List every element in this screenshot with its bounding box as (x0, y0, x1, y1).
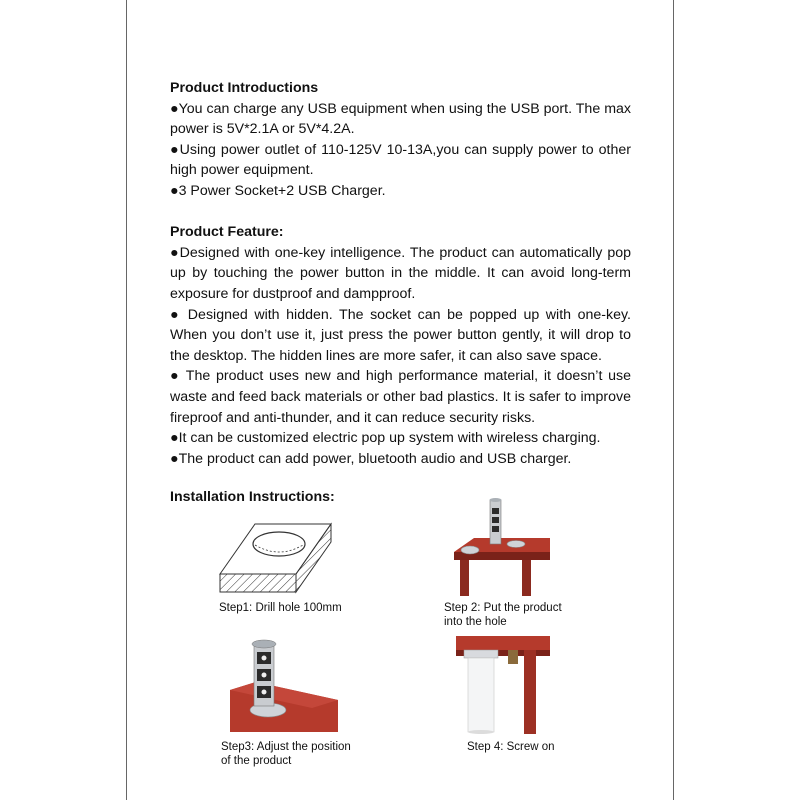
feature-item: ● Designed with hidden. The socket can be popped up with one-key. When you don’t use it, just press the power button gently, it will drop to the desktop. The hidden lines are more safer, it can also save space. (170, 306, 631, 364)
feature-heading: Product Feature: (170, 224, 284, 241)
feature-item: ●Designed with one-key intelligence. The product can automatically pop up by touching the power button in the middle. It can avoid long-term exposure for dustproof and dampproof. (170, 244, 631, 302)
installation-heading: Installation Instructions: (170, 489, 335, 505)
intro-heading: Product Introductions (170, 80, 319, 96)
step3-caption: Step3: Adjust the position of the product (221, 741, 351, 767)
feature-item: ● The product uses new and high performance material, it doesn’t use waste and feed back materials or other bad plastics. It is safer to improve fireproof and anti-thunder, and it can reduce security risks. (170, 368, 631, 426)
step2-caption: Step 2: Put the product into the hole (444, 602, 562, 628)
intro-item: ●3 Power Socket+2 USB Charger. (170, 182, 386, 199)
feature-item: ●It can be customized electric pop up system with wireless charging. (170, 430, 601, 447)
step4-caption: Step 4: Screw on (467, 741, 555, 753)
intro-item: ●You can charge any USB equipment when using the USB port. The max power is 5V*2.1A or 5V*4.2A. (170, 100, 631, 138)
step2-insert-image (452, 496, 552, 596)
step3-adjust-image (228, 632, 340, 734)
intro-item: ●Using power outlet of 110-125V 10-13A,you can supply power to other high power equipment. (170, 141, 631, 179)
step1-caption: Step1: Drill hole 100mm (219, 602, 342, 614)
step1-drill-image (215, 518, 335, 598)
step4-screw-image (456, 636, 550, 734)
text-block (170, 78, 631, 469)
feature-item: ●The product can add power, bluetooth audio and USB charger. (170, 450, 572, 467)
